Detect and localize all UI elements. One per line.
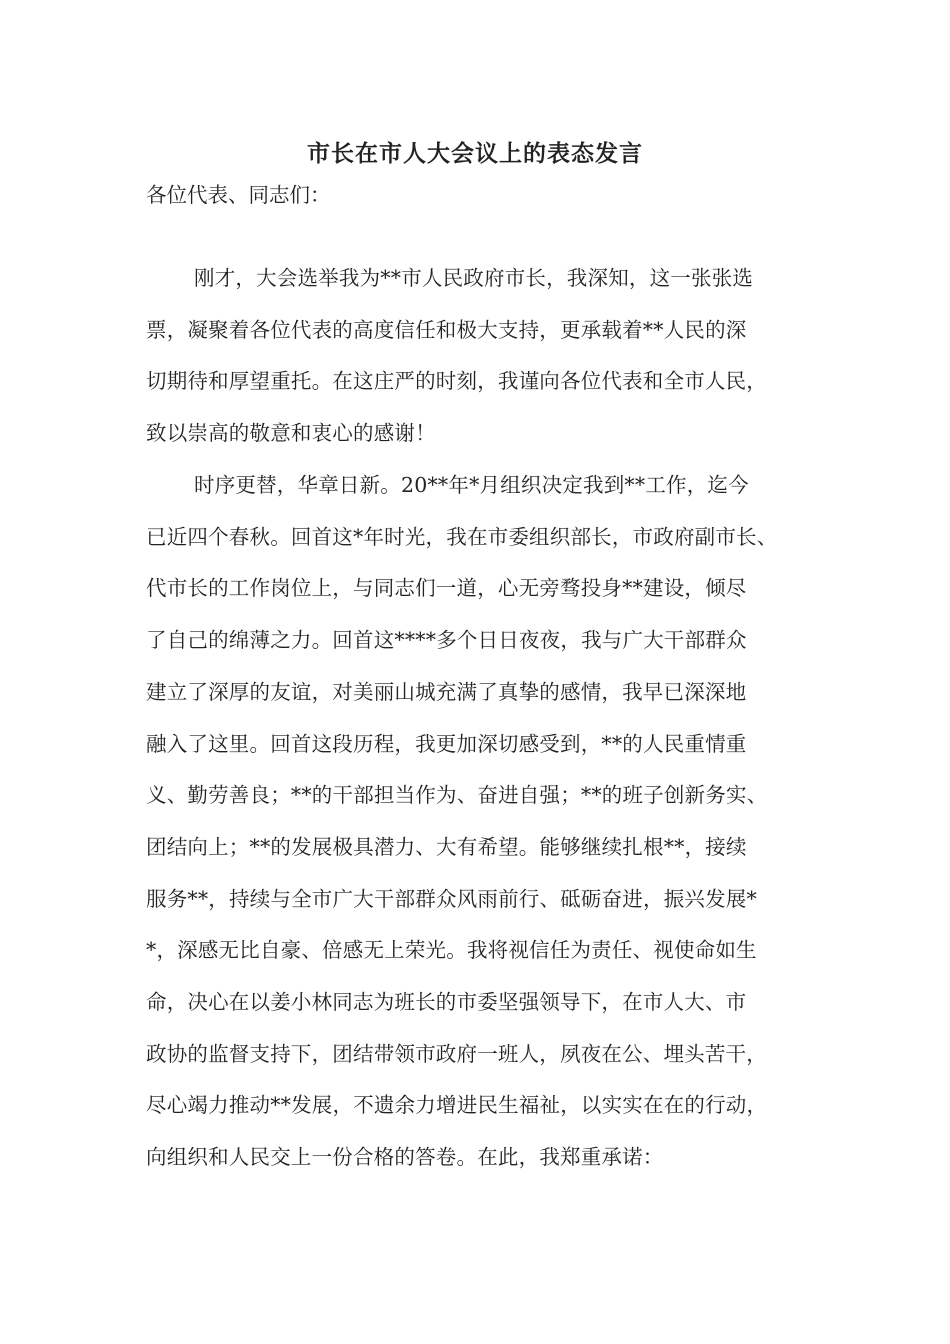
paragraph-line: 融入了这里。回首这段历程，我更加深切感受到，**的人民重情重 <box>146 731 747 756</box>
paragraph-line: 建立了深厚的友谊，对美丽山城充满了真挚的感情，我早已深深地 <box>146 679 747 704</box>
salutation: 各位代表、同志们： <box>146 183 331 207</box>
paragraph-line: 团结向上；**的发展极具潜力、大有希望。能够继续扎根**，接续 <box>146 834 747 859</box>
paragraph-line: 命，决心在以姜小林同志为班长的市委坚强领导下，在市人大、市 <box>146 990 747 1015</box>
paragraph-work-review <box>146 460 816 1184</box>
paragraph-line: 时序更替，华章日新。20**年*月组织决定我到**工作，迄今 <box>194 473 749 497</box>
paragraph-line: 票，凝聚着各位代表的高度信任和极大支持，更承载着**人民的深 <box>146 317 747 342</box>
paragraph-line: 义、勤劳善良；**的干部担当作为、奋进自强；**的班子创新务实、 <box>146 783 768 808</box>
paragraph-line: 向组织和人民交上一份合格的答卷。在此，我郑重承诺： <box>146 1145 664 1170</box>
paragraph-line: *，深感无比自豪、倍感无上荣光。我将视信任为责任、视使命如生 <box>146 938 757 963</box>
paragraph-line: 政协的监督支持下，团结带领市政府一班人，夙夜在公、埋头苦干， <box>146 1041 767 1066</box>
paragraph-line: 代市长的工作岗位上，与同志们一道，心无旁骛投身**建设，倾尽 <box>146 576 747 601</box>
paragraph-line: 了自己的绵薄之力。回首这****多个日日夜夜，我与广大干部群众 <box>146 628 747 653</box>
paragraph-line: 尽心竭力推动**发展，不遗余力增进民生福祉，以实实在在的行动， <box>146 1093 768 1118</box>
paragraph-line: 服务**，持续与全市广大干部群众风雨前行、砥砺奋进，振兴发展* <box>146 886 757 911</box>
paragraph-line: 切期待和厚望重托。在这庄严的时刻，我谨向各位代表和全市人民， <box>146 369 767 394</box>
paragraph-line: 致以崇高的敬意和衷心的感谢！ <box>146 421 436 446</box>
paragraph-election-thanks <box>146 253 816 460</box>
document-title: 市长在市人大会议上的表态发言 <box>307 140 643 167</box>
paragraph-line: 已近四个春秋。回首这*年时光，我在市委组织部长，市政府副市长、 <box>146 524 778 549</box>
paragraph-line: 刚才，大会选举我为**市人民政府市长，我深知，这一张张选 <box>194 266 754 290</box>
